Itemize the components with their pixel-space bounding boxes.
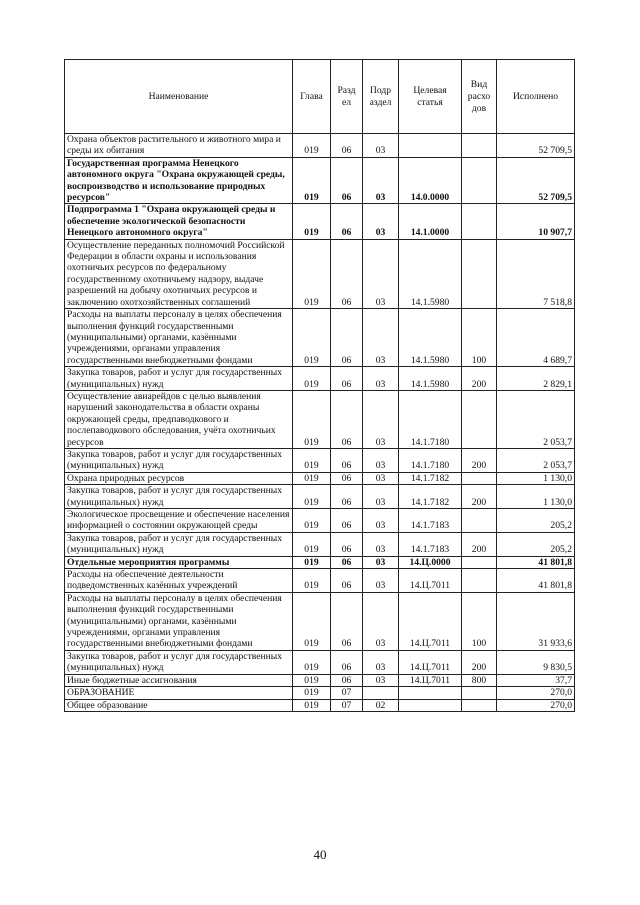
cell-vid [462,134,497,158]
cell-glava: 019 [293,448,331,472]
cell-vid: 200 [462,650,497,674]
cell-razdel: 07 [331,687,363,699]
cell-vid [462,699,497,711]
cell-razdel: 06 [331,556,363,568]
cell-razdel: 06 [331,157,363,204]
cell-statya: 14.1.5980 [399,367,462,391]
cell-name: Экологическое просвещение и обеспечение населения информацией о состоянии окружающей среды [65,509,293,533]
table-row [65,204,575,239]
cell-statya: 14.1.0000 [399,204,462,239]
cell-razdel: 06 [331,674,363,686]
cell-glava: 019 [293,674,331,686]
cell-statya: 14.1.5980 [399,309,462,367]
budget-table [64,59,575,712]
cell-ispolneno: 205,2 [497,532,575,556]
cell-name: Расходы на выплаты персоналу в целях обеспечения выполнения функций государственными (муниципальными) органами, казёнными учреждениями, органами управления государственными внебюджетными фондами [65,309,293,367]
cell-vid: 200 [462,532,497,556]
header-podrazdel: Подр аздел [363,60,399,134]
cell-statya: 14.1.7180 [399,448,462,472]
cell-ispolneno: 41 801,8 [497,569,575,593]
cell-glava: 019 [293,134,331,158]
cell-statya: 14.Ц.7011 [399,674,462,686]
cell-name: Закупка товаров, работ и услуг для государственных (муниципальных) нужд [65,367,293,391]
cell-ispolneno: 270,0 [497,687,575,699]
cell-podrazdel: 03 [363,157,399,204]
cell-ispolneno: 7 518,8 [497,239,575,308]
table-row [65,485,575,509]
cell-glava: 019 [293,472,331,484]
cell-statya: 14.1.7180 [399,390,462,448]
cell-ispolneno: 37,7 [497,674,575,686]
cell-ispolneno: 2 053,7 [497,448,575,472]
cell-glava: 019 [293,569,331,593]
cell-vid: 200 [462,485,497,509]
cell-name: Осуществление авиарейдов с целью выявления нарушений законодательства в области охраны окружающей среды, предпаводкового и послепаводкового обследования, учёта охотничьих ресурсов [65,390,293,448]
table-row [65,674,575,686]
header-vid: Вид расхо дов [462,60,497,134]
cell-razdel: 06 [331,448,363,472]
cell-ispolneno: 2 053,7 [497,390,575,448]
cell-statya: 14.0.0000 [399,157,462,204]
cell-vid: 100 [462,592,497,650]
cell-podrazdel: 03 [363,239,399,308]
cell-glava: 019 [293,485,331,509]
cell-razdel: 06 [331,569,363,593]
cell-podrazdel: 03 [363,134,399,158]
table-row [65,532,575,556]
cell-glava: 019 [293,650,331,674]
cell-ispolneno: 52 709,5 [497,134,575,158]
cell-vid [462,687,497,699]
cell-vid [462,204,497,239]
cell-name: Закупка товаров, работ и услуг для государственных (муниципальных) нужд [65,650,293,674]
cell-glava: 019 [293,309,331,367]
cell-statya: 14.1.7182 [399,472,462,484]
cell-vid [462,556,497,568]
cell-razdel: 06 [331,239,363,308]
cell-glava: 019 [293,509,331,533]
cell-name: Охрана объектов растительного и животного мира и среды их обитания [65,134,293,158]
cell-glava: 019 [293,367,331,391]
cell-name: Осуществление переданных полномочий Российской Федерации в области охраны и использования охотничьих ресурсов по федеральному государственному охотничьему надзору, выдаче разрешений на добычу охотничьих ресурсов и заключению охотхозяйственных соглашений [65,239,293,308]
cell-vid: 800 [462,674,497,686]
cell-podrazdel [363,687,399,699]
cell-name: Отдельные мероприятия программы [65,556,293,568]
cell-statya: 14.1.7182 [399,485,462,509]
cell-ispolneno: 2 829,1 [497,367,575,391]
table-row [65,239,575,308]
cell-glava: 019 [293,239,331,308]
cell-ispolneno: 1 130,0 [497,472,575,484]
cell-glava: 019 [293,390,331,448]
cell-name: Закупка товаров, работ и услуг для государственных (муниципальных) нужд [65,485,293,509]
cell-razdel: 06 [331,509,363,533]
cell-ispolneno: 31 933,6 [497,592,575,650]
cell-vid [462,157,497,204]
cell-ispolneno: 205,2 [497,509,575,533]
cell-statya: 14.1.7183 [399,532,462,556]
cell-podrazdel: 03 [363,204,399,239]
cell-name: ОБРАЗОВАНИЕ [65,687,293,699]
cell-vid: 200 [462,367,497,391]
header-statya: Целевая статья [399,60,462,134]
cell-statya: 14.Ц.7011 [399,569,462,593]
cell-vid [462,472,497,484]
cell-razdel: 06 [331,485,363,509]
header-razdel: Разд ел [331,60,363,134]
cell-ispolneno: 4 689,7 [497,309,575,367]
cell-razdel: 06 [331,204,363,239]
cell-statya: 14.1.7183 [399,509,462,533]
cell-ispolneno: 270,0 [497,699,575,711]
cell-name: Иные бюджетные ассигнования [65,674,293,686]
cell-glava: 019 [293,532,331,556]
cell-podrazdel: 03 [363,556,399,568]
header-name: Наименование [65,60,293,134]
cell-vid [462,239,497,308]
cell-ispolneno: 9 830,5 [497,650,575,674]
cell-podrazdel: 03 [363,472,399,484]
cell-podrazdel: 03 [363,509,399,533]
cell-podrazdel: 03 [363,650,399,674]
cell-podrazdel: 03 [363,390,399,448]
cell-podrazdel: 02 [363,699,399,711]
cell-vid: 100 [462,309,497,367]
table-row [65,509,575,533]
table-row [65,367,575,391]
cell-vid [462,390,497,448]
cell-name: Общее образование [65,699,293,711]
table-row [65,592,575,650]
cell-vid: 200 [462,448,497,472]
cell-name: Охрана природных ресурсов [65,472,293,484]
table-body [65,134,575,712]
cell-ispolneno: 1 130,0 [497,485,575,509]
cell-razdel: 06 [331,532,363,556]
cell-podrazdel: 03 [363,367,399,391]
cell-podrazdel: 03 [363,485,399,509]
cell-razdel: 06 [331,592,363,650]
cell-glava: 019 [293,687,331,699]
cell-statya: 14.Ц.0000 [399,556,462,568]
cell-razdel: 06 [331,367,363,391]
cell-name: Подпрограмма 1 "Охрана окружающей среды и обеспечение экологической безопасности Ненецкого автономного округа" [65,204,293,239]
table-row [65,556,575,568]
cell-razdel: 06 [331,309,363,367]
table-row [65,699,575,711]
cell-name: Закупка товаров, работ и услуг для государственных (муниципальных) нужд [65,532,293,556]
cell-glava: 019 [293,204,331,239]
table-row [65,569,575,593]
cell-ispolneno: 52 709,5 [497,157,575,204]
cell-podrazdel: 03 [363,309,399,367]
table-row [65,390,575,448]
cell-name: Расходы на обеспечение деятельности подведомственных казённых учреждений [65,569,293,593]
table-row [65,472,575,484]
page-number: 40 [313,847,327,862]
cell-podrazdel: 03 [363,569,399,593]
header-ispolneno: Исполнено [497,60,575,134]
cell-glava: 019 [293,157,331,204]
cell-glava: 019 [293,592,331,650]
cell-ispolneno: 41 801,8 [497,556,575,568]
cell-podrazdel: 03 [363,448,399,472]
cell-glava: 019 [293,699,331,711]
table-row [65,650,575,674]
header-glava: Глава [293,60,331,134]
cell-statya: 14.Ц.7011 [399,650,462,674]
cell-name: Закупка товаров, работ и услуг для государственных (муниципальных) нужд [65,448,293,472]
cell-ispolneno: 10 907,7 [497,204,575,239]
cell-statya [399,687,462,699]
cell-statya: 14.1.5980 [399,239,462,308]
cell-podrazdel: 03 [363,674,399,686]
cell-razdel: 07 [331,699,363,711]
cell-podrazdel: 03 [363,592,399,650]
cell-razdel: 06 [331,650,363,674]
table-row [65,687,575,699]
cell-statya [399,134,462,158]
cell-vid [462,509,497,533]
table-row [65,134,575,158]
cell-razdel: 06 [331,390,363,448]
cell-statya [399,699,462,711]
table-header-row [65,60,575,134]
cell-podrazdel: 03 [363,532,399,556]
cell-vid [462,569,497,593]
cell-statya: 14.Ц.7011 [399,592,462,650]
cell-glava: 019 [293,556,331,568]
cell-name: Государственная программа Ненецкого автономного округа "Охрана окружающей среды, воспроизводство и использование природных ресурсов" [65,157,293,204]
table-row [65,157,575,204]
cell-razdel: 06 [331,472,363,484]
table-row [65,309,575,367]
table-row [65,448,575,472]
cell-name: Расходы на выплаты персоналу в целях обеспечения выполнения функций государственными (муниципальными) органами, казёнными учреждениями, органами управления государственными внебюджетными фондами [65,592,293,650]
cell-razdel: 06 [331,134,363,158]
